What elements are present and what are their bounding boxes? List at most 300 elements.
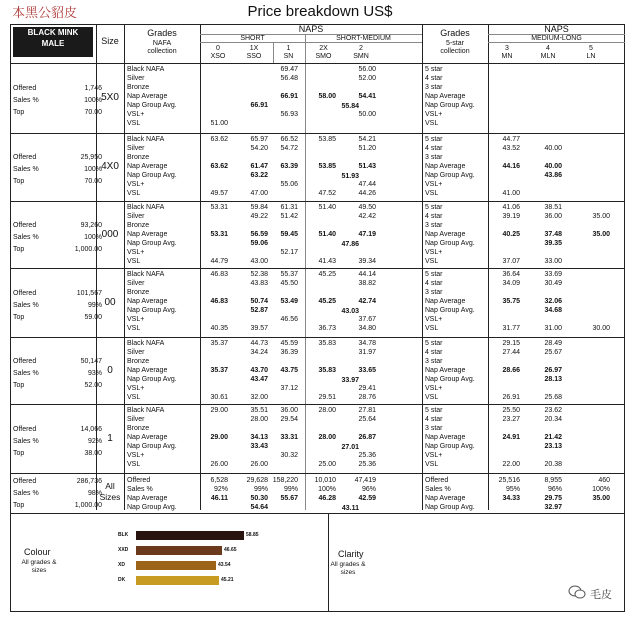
colour-bar-value: 45.21 bbox=[221, 577, 234, 583]
grade-label: VSL bbox=[425, 461, 439, 468]
nap-group-avg-medium-long: 23.13 bbox=[544, 443, 562, 450]
price-cell: 43.83 bbox=[250, 280, 268, 287]
colour-bar-label: DK bbox=[118, 577, 126, 583]
nap-group-avg-short: 52.87 bbox=[250, 307, 268, 314]
price-cell: 43.00 bbox=[250, 258, 268, 265]
price-cell: 54.20 bbox=[250, 145, 268, 152]
price-cell: 36.73 bbox=[318, 325, 336, 332]
price-cell: 65.97 bbox=[250, 136, 268, 143]
row-divider bbox=[10, 201, 625, 202]
price-cell: 46.56 bbox=[280, 316, 298, 323]
grade-label: Bronze bbox=[127, 425, 150, 432]
price-cell: 54.41 bbox=[358, 93, 376, 100]
price-cell: 34.13 bbox=[250, 434, 268, 441]
row-label: Offered bbox=[13, 85, 37, 92]
naps-col-sso: 1X SSO bbox=[246, 45, 262, 60]
price-cell: 28.00 bbox=[318, 434, 336, 441]
top-price-value: 59.00 bbox=[84, 314, 102, 321]
price-cell: 55.06 bbox=[280, 181, 298, 188]
grade-label: Offered bbox=[425, 477, 449, 484]
naps-col-smo: 2X SMO bbox=[315, 45, 332, 60]
summary-cell: 29,628 bbox=[246, 477, 268, 484]
price-cell: 27.81 bbox=[358, 407, 376, 414]
summary-cell: 10,010 bbox=[314, 477, 336, 484]
price-cell: 24.91 bbox=[502, 434, 520, 441]
price-cell: 44.79 bbox=[210, 258, 228, 265]
price-cell: 28.66 bbox=[502, 367, 520, 374]
price-cell: 20.38 bbox=[544, 461, 562, 468]
price-cell: 55.37 bbox=[280, 271, 298, 278]
price-cell: 44.14 bbox=[358, 271, 376, 278]
summary-cell: 96% bbox=[361, 486, 376, 493]
grade-label: Nap Group Avg. bbox=[127, 376, 177, 383]
price-cell: 52.17 bbox=[280, 249, 298, 256]
row-divider bbox=[10, 513, 625, 514]
price-cell: 26.91 bbox=[502, 394, 520, 401]
summary-cell: 50.30 bbox=[250, 495, 268, 502]
grade-label: Nap Group Avg. bbox=[425, 102, 475, 109]
price-cell: 51.40 bbox=[318, 204, 336, 211]
price-cell: 35.00 bbox=[592, 231, 610, 238]
grade-label: Nap Group Avg. bbox=[425, 504, 475, 511]
price-cell: 43.75 bbox=[280, 367, 298, 374]
table-divider bbox=[488, 42, 625, 43]
grade-label: Black NAFA bbox=[127, 136, 165, 143]
price-cell: 26.00 bbox=[250, 461, 268, 468]
colour-bar-label: XXD bbox=[118, 547, 129, 553]
grade-label: Bronze bbox=[127, 222, 150, 229]
summary-cell: 6,528 bbox=[210, 477, 228, 484]
price-cell: 39.57 bbox=[250, 325, 268, 332]
price-cell: 51.40 bbox=[318, 231, 336, 238]
sales-percent-value: 100% bbox=[84, 234, 102, 241]
offered-value: 50,147 bbox=[80, 358, 102, 365]
grade-label: 4 star bbox=[425, 75, 443, 82]
grade-label: VSL+ bbox=[127, 111, 145, 118]
naps-col-ln: 5 LN bbox=[586, 45, 596, 60]
naps-right-header: NAPS bbox=[544, 24, 569, 34]
grade-label: VSL+ bbox=[127, 249, 145, 256]
price-cell: 53.85 bbox=[318, 136, 336, 143]
price-cell: 50.74 bbox=[250, 298, 268, 305]
grade-label: Sales % bbox=[425, 486, 451, 493]
grade-label: Nap Group Avg. bbox=[425, 307, 475, 314]
price-cell: 54.21 bbox=[358, 136, 376, 143]
grade-label: Nap Group Avg. bbox=[425, 240, 475, 247]
grade-label: VSL+ bbox=[425, 316, 443, 323]
wechat-icon bbox=[568, 584, 586, 600]
brand-logo-text: 毛皮 bbox=[590, 589, 612, 601]
summary-cell: 55.67 bbox=[280, 495, 298, 502]
nap-group-avg-medium-long: 43.86 bbox=[544, 172, 562, 179]
colour-bar-xxd bbox=[136, 546, 222, 555]
grade-label: Nap Group Avg. bbox=[425, 376, 475, 383]
grade-label: 4 star bbox=[425, 349, 443, 356]
grade-label: VSL bbox=[127, 325, 141, 332]
naps-col-mln: 4 MLN bbox=[540, 45, 556, 60]
row-label: Offered bbox=[13, 478, 37, 485]
top-price-value: 1,000.00 bbox=[74, 502, 102, 509]
watermark-text: 本黑公貂皮 bbox=[12, 6, 78, 21]
price-cell: 30.61 bbox=[210, 394, 228, 401]
summary-cell: 92% bbox=[213, 486, 228, 493]
naps-header: NAPS bbox=[298, 24, 324, 34]
price-cell: 25.00 bbox=[318, 461, 336, 468]
price-cell: 29.51 bbox=[318, 394, 336, 401]
price-cell: 33.69 bbox=[544, 271, 562, 278]
price-cell: 47.52 bbox=[318, 190, 336, 197]
nap-group-avg-medium-long: 34.68 bbox=[544, 307, 562, 314]
summary-cell: 46.11 bbox=[210, 495, 228, 502]
grade-label: VSL bbox=[425, 325, 439, 332]
price-cell: 31.77 bbox=[502, 325, 520, 332]
grade-label: Black NAFA bbox=[127, 271, 165, 278]
summary-cell: 42.59 bbox=[358, 495, 376, 502]
grade-label: 3 star bbox=[425, 84, 443, 91]
price-cell: 52.00 bbox=[358, 75, 376, 82]
nap-group-avg-short: 66.91 bbox=[250, 102, 268, 109]
price-cell: 22.00 bbox=[502, 461, 520, 468]
grade-label: 3 star bbox=[425, 358, 443, 365]
price-cell: 46.83 bbox=[210, 298, 228, 305]
sales-percent-value: 92% bbox=[87, 438, 102, 445]
price-cell: 25.36 bbox=[358, 461, 376, 468]
short-header: SHORT bbox=[240, 35, 265, 42]
price-cell: 53.31 bbox=[210, 204, 228, 211]
price-cell: 51.00 bbox=[210, 120, 228, 127]
price-cell: 45.59 bbox=[280, 340, 298, 347]
price-cell: 41.00 bbox=[502, 190, 520, 197]
colour-bar-value: 46.65 bbox=[224, 547, 237, 553]
price-cell: 34.78 bbox=[358, 340, 376, 347]
price-cell: 21.42 bbox=[544, 434, 562, 441]
price-cell: 30.49 bbox=[544, 280, 562, 287]
nap-group-avg-short: 59.06 bbox=[250, 240, 268, 247]
price-cell: 35.51 bbox=[250, 407, 268, 414]
colour-bar-value: 43.54 bbox=[218, 562, 231, 568]
price-cell: 37.67 bbox=[358, 316, 376, 323]
grade-label: Nap Average bbox=[425, 434, 466, 441]
price-cell: 50.00 bbox=[358, 111, 376, 118]
top-price-value: 52.00 bbox=[84, 382, 102, 389]
price-cell: 49.22 bbox=[250, 213, 268, 220]
grade-label: VSL+ bbox=[127, 452, 145, 459]
nap-group-avg-short-medium: 47.86 bbox=[341, 241, 359, 248]
size-label: 4X0 bbox=[101, 161, 119, 172]
price-cell: 28.00 bbox=[318, 407, 336, 414]
price-cell: 25.68 bbox=[544, 394, 562, 401]
price-cell: 45.50 bbox=[280, 280, 298, 287]
grade-label: VSL bbox=[127, 461, 141, 468]
size-label: All Sizes bbox=[99, 481, 121, 502]
grade-label: Silver bbox=[127, 280, 145, 287]
colour-bar-xd bbox=[136, 561, 216, 570]
top-price-value: 1,000.00 bbox=[74, 246, 102, 253]
price-cell: 61.47 bbox=[250, 163, 268, 170]
nap-group-avg-medium-long: 39.35 bbox=[544, 240, 562, 247]
grade-label: 3 star bbox=[425, 222, 443, 229]
price-cell: 59.45 bbox=[280, 231, 298, 238]
table-divider bbox=[10, 63, 625, 64]
medium-long-header: MEDIUM-LONG bbox=[531, 35, 582, 42]
row-label: Sales % bbox=[13, 97, 39, 104]
colour-bar-value: 58.85 bbox=[246, 532, 259, 538]
price-cell: 66.91 bbox=[280, 93, 298, 100]
colour-bar-dk bbox=[136, 576, 219, 585]
grade-label: VSL+ bbox=[425, 111, 443, 118]
grade-label: Nap Average bbox=[127, 231, 168, 238]
summary-cell: 96% bbox=[547, 486, 562, 493]
grade-label: 4 star bbox=[425, 213, 443, 220]
price-cell: 43.52 bbox=[502, 145, 520, 152]
summary-cell: 8,955 bbox=[544, 477, 562, 484]
price-cell: 63.62 bbox=[210, 136, 228, 143]
row-label: Top bbox=[13, 314, 25, 321]
price-cell: 41.06 bbox=[502, 204, 520, 211]
price-cell: 51.20 bbox=[358, 145, 376, 152]
offered-value: 93,260 bbox=[80, 222, 102, 229]
nafa-collection-label: NAFA collection bbox=[147, 40, 177, 55]
price-cell: 37.12 bbox=[280, 385, 298, 392]
nap-group-avg-short-medium: 43.11 bbox=[341, 505, 359, 512]
price-cell: 40.00 bbox=[544, 145, 562, 152]
price-cell: 32.06 bbox=[544, 298, 562, 305]
nap-group-avg-short: 33.43 bbox=[250, 443, 268, 450]
grade-label: 5 star bbox=[425, 271, 443, 278]
price-cell: 29.41 bbox=[358, 385, 376, 392]
price-cell: 36.00 bbox=[544, 213, 562, 220]
grade-label: VSL bbox=[127, 258, 141, 265]
price-cell: 36.00 bbox=[280, 407, 298, 414]
price-cell: 53.85 bbox=[318, 163, 336, 170]
grade-label: 5 star bbox=[425, 340, 443, 347]
row-label: Top bbox=[13, 246, 25, 253]
grade-label: Nap Group Avg. bbox=[127, 240, 177, 247]
price-cell: 28.49 bbox=[544, 340, 562, 347]
price-cell: 33.65 bbox=[358, 367, 376, 374]
price-cell: 25.64 bbox=[358, 416, 376, 423]
sales-percent-value: 99% bbox=[87, 302, 102, 309]
price-cell: 43.70 bbox=[250, 367, 268, 374]
price-cell: 52.38 bbox=[250, 271, 268, 278]
price-cell: 44.77 bbox=[502, 136, 520, 143]
grade-label: Black NAFA bbox=[127, 204, 165, 211]
grade-label: Nap Group Avg. bbox=[127, 102, 177, 109]
offered-value: 286,736 bbox=[76, 478, 102, 485]
top-price-value: 38.00 bbox=[84, 450, 102, 457]
clarity-title: Clarity bbox=[338, 549, 364, 559]
top-price-value: 70.00 bbox=[84, 178, 102, 185]
row-label: Top bbox=[13, 502, 25, 509]
price-cell: 26.00 bbox=[210, 461, 228, 468]
price-cell: 39.19 bbox=[502, 213, 520, 220]
nap-group-avg-short-medium: 51.93 bbox=[341, 173, 359, 180]
nap-group-avg-short: 54.64 bbox=[250, 504, 268, 511]
size-header: Size bbox=[101, 36, 119, 46]
price-cell: 54.72 bbox=[280, 145, 298, 152]
grade-label: Sales % bbox=[127, 486, 153, 493]
summary-cell: 34.33 bbox=[502, 495, 520, 502]
price-cell: 69.47 bbox=[280, 66, 298, 73]
price-cell: 30.32 bbox=[280, 452, 298, 459]
grade-label: VSL+ bbox=[425, 249, 443, 256]
summary-cell: 460 bbox=[598, 477, 610, 484]
price-cell: 25.67 bbox=[544, 349, 562, 356]
grade-label: Nap Group Avg. bbox=[425, 443, 475, 450]
grade-label: Silver bbox=[127, 349, 145, 356]
price-cell: 53.31 bbox=[210, 231, 228, 238]
grade-label: Silver bbox=[127, 416, 145, 423]
price-cell: 26.87 bbox=[358, 434, 376, 441]
grade-label: Bronze bbox=[127, 154, 150, 161]
row-label: Sales % bbox=[13, 438, 39, 445]
grade-label: 5 star bbox=[425, 66, 443, 73]
price-table bbox=[10, 24, 625, 612]
row-label: Sales % bbox=[13, 166, 39, 173]
grade-label: VSL+ bbox=[127, 385, 145, 392]
summary-cell: 95% bbox=[505, 486, 520, 493]
price-cell: 27.44 bbox=[502, 349, 520, 356]
clarity-subtitle: All grades & sizes bbox=[330, 561, 366, 576]
grade-label: Nap Average bbox=[425, 163, 466, 170]
price-cell: 23.27 bbox=[502, 416, 520, 423]
price-cell: 61.31 bbox=[280, 204, 298, 211]
row-label: Top bbox=[13, 178, 25, 185]
price-cell: 51.42 bbox=[280, 213, 298, 220]
nap-group-avg-short-medium: 55.84 bbox=[341, 103, 359, 110]
price-cell: 45.25 bbox=[318, 298, 336, 305]
grade-label: 4 star bbox=[425, 280, 443, 287]
price-cell: 33.00 bbox=[544, 258, 562, 265]
price-cell: 34.09 bbox=[502, 280, 520, 287]
price-cell: 35.83 bbox=[318, 367, 336, 374]
row-divider bbox=[10, 404, 625, 405]
row-label: Sales % bbox=[13, 490, 39, 497]
price-cell: 28.00 bbox=[250, 416, 268, 423]
grade-label: Nap Average bbox=[425, 495, 466, 502]
price-cell: 37.48 bbox=[544, 231, 562, 238]
grade-label: Bronze bbox=[127, 358, 150, 365]
summary-cell: 47,419 bbox=[354, 477, 376, 484]
price-cell: 66.52 bbox=[280, 136, 298, 143]
short-medium-header: SHORT-MEDIUM bbox=[336, 35, 391, 42]
price-cell: 29.15 bbox=[502, 340, 520, 347]
nap-group-avg-short-medium: 43.03 bbox=[341, 308, 359, 315]
summary-cell: 99% bbox=[253, 486, 268, 493]
price-cell: 35.37 bbox=[210, 340, 228, 347]
price-cell: 46.83 bbox=[210, 271, 228, 278]
price-cell: 26.97 bbox=[544, 367, 562, 374]
price-cell: 47.19 bbox=[358, 231, 376, 238]
price-cell: 30.00 bbox=[592, 325, 610, 332]
price-cell: 36.39 bbox=[280, 349, 298, 356]
row-divider bbox=[10, 473, 625, 474]
row-label: Top bbox=[13, 109, 25, 116]
price-cell: 53.49 bbox=[280, 298, 298, 305]
nap-group-avg-medium-long: 28.13 bbox=[544, 376, 562, 383]
grade-label: VSL bbox=[425, 394, 439, 401]
summary-cell: 25,516 bbox=[498, 477, 520, 484]
grade-label: VSL+ bbox=[425, 452, 443, 459]
row-label: Sales % bbox=[13, 302, 39, 309]
price-cell: 56.00 bbox=[358, 66, 376, 73]
grades-right-header: Grades bbox=[440, 28, 470, 38]
sales-percent-value: 100% bbox=[84, 97, 102, 104]
size-label: 0 bbox=[107, 365, 113, 376]
summary-cell: 100% bbox=[592, 486, 610, 493]
grade-label: VSL bbox=[127, 190, 141, 197]
price-cell: 44.73 bbox=[250, 340, 268, 347]
row-label: Offered bbox=[13, 358, 37, 365]
grade-label: VSL bbox=[425, 120, 439, 127]
price-cell: 28.76 bbox=[358, 394, 376, 401]
table-divider bbox=[200, 42, 422, 43]
row-label: Top bbox=[13, 382, 25, 389]
colour-bar-blk bbox=[136, 531, 244, 540]
summary-cell: 99% bbox=[283, 486, 298, 493]
price-cell: 47.44 bbox=[358, 181, 376, 188]
sales-percent-value: 98% bbox=[87, 490, 102, 497]
row-label: Offered bbox=[13, 426, 37, 433]
summary-cell: 46.28 bbox=[318, 495, 336, 502]
grade-label: Nap Average bbox=[425, 93, 466, 100]
price-cell: 34.24 bbox=[250, 349, 268, 356]
price-cell: 42.42 bbox=[358, 213, 376, 220]
price-cell: 25.50 bbox=[502, 407, 520, 414]
row-label: Sales % bbox=[13, 370, 39, 377]
price-cell: 35.75 bbox=[502, 298, 520, 305]
price-cell: 45.25 bbox=[318, 271, 336, 278]
grade-label: VSL+ bbox=[425, 181, 443, 188]
grade-label: 5 star bbox=[425, 407, 443, 414]
price-cell: 56.48 bbox=[280, 75, 298, 82]
grade-label: Nap Average bbox=[127, 367, 168, 374]
grade-label: VSL+ bbox=[127, 316, 145, 323]
row-divider bbox=[10, 268, 625, 269]
price-cell: 25.36 bbox=[358, 452, 376, 459]
price-cell: 41.43 bbox=[318, 258, 336, 265]
price-cell: 63.62 bbox=[210, 163, 228, 170]
price-cell: 29.00 bbox=[210, 407, 228, 414]
price-cell: 44.16 bbox=[502, 163, 520, 170]
price-cell: 31.00 bbox=[544, 325, 562, 332]
grade-label: VSL+ bbox=[127, 181, 145, 188]
page-title: Price breakdown US$ bbox=[247, 3, 393, 20]
size-label: 00 bbox=[104, 297, 116, 308]
grade-label: Black NAFA bbox=[127, 407, 165, 414]
price-cell: 33.31 bbox=[280, 434, 298, 441]
grade-label: Silver bbox=[127, 213, 145, 220]
naps-col-smn: 2 SMN bbox=[353, 45, 369, 60]
price-cell: 40.25 bbox=[502, 231, 520, 238]
grade-label: Bronze bbox=[127, 289, 150, 296]
price-cell: 58.00 bbox=[318, 93, 336, 100]
price-cell: 49.50 bbox=[358, 204, 376, 211]
naps-col-mn: 3 MN bbox=[501, 45, 513, 60]
summary-cell: 29.75 bbox=[544, 495, 562, 502]
offered-value: 25,950 bbox=[80, 154, 102, 161]
grade-label: Nap Average bbox=[127, 495, 168, 502]
price-cell: 20.34 bbox=[544, 416, 562, 423]
nap-group-avg-medium-long: 32.97 bbox=[544, 504, 562, 511]
naps-col-sn: 1 SN bbox=[283, 45, 294, 60]
summary-cell: 35.00 bbox=[592, 495, 610, 502]
grade-label: VSL bbox=[425, 258, 439, 265]
grade-label: VSL bbox=[127, 120, 141, 127]
top-price-value: 70.00 bbox=[84, 109, 102, 116]
grade-label: Nap Average bbox=[425, 231, 466, 238]
grade-label: Nap Average bbox=[127, 434, 168, 441]
